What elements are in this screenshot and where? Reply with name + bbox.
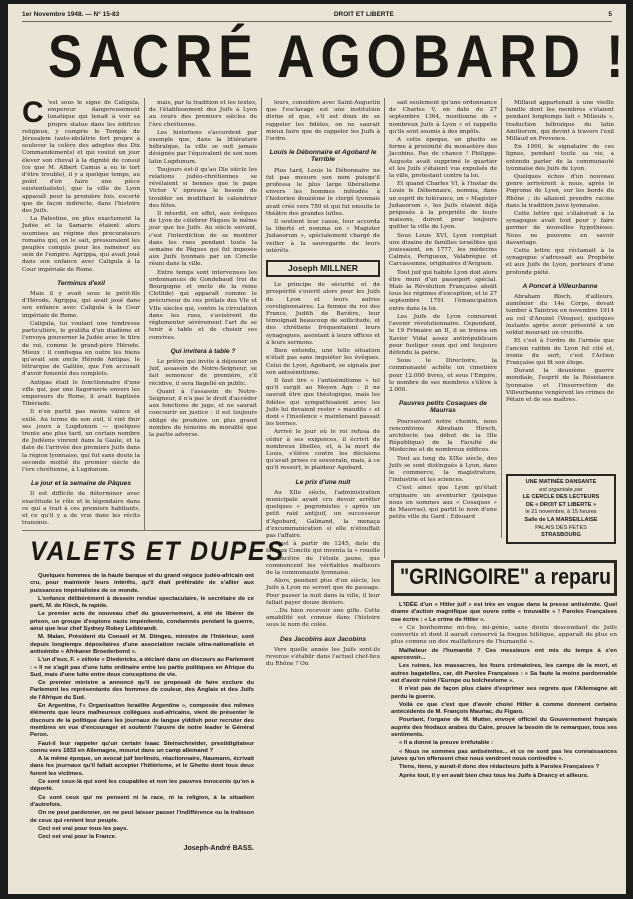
paragraph: Ce sont ceux-là qui sont les coupables et non les pauvres innocents qu'on a déporté. xyxy=(30,779,254,793)
subheading: Terminus d'exil xyxy=(57,279,105,287)
paragraph: Ceci est vrai pour tous les pays. xyxy=(38,825,129,832)
page-header xyxy=(22,8,612,22)
main-headline: SACRÉ AGOBARD ! xyxy=(48,23,630,90)
article-column-1 xyxy=(22,96,140,527)
paragraph: Les Juifs de Lyon connurent l'avenir révolutionnaire. Cependant, le 19 Frimaire an II, il se trouva un Xavier Vidal assez antirépublicain pour fustiger ceux qui ont toujours défendu la patrie. xyxy=(389,313,497,356)
paragraph: Quant à l'assassin de Notre-Seigneur, il n'a pas le droit d'accéder aux fonctions de juge, et ne saurait concourir en justice : il est toujours obligé de produire un plus grand nombre de témoins de moralité que la partie adverse. xyxy=(149,388,257,438)
paragraph: L'un d'eux, F. « zéliote » Diedericks, a déclaré dans un discours au Parlement : « Il ne s'agit pas d'une lutte ordinaire entre les partis politiques en Afrique du Sud, mais d'une lutte entre deux conceptions de vie. xyxy=(30,657,254,678)
paragraph: Il n'est pas de façon plus claire d'exprimer ses regrets que l'Allemagne ait perdu la guerre. xyxy=(391,686,617,700)
paragraph: Il interdit, en effet, aux évêques de Lyon de célébrer Pâques le même jour que les Juifs. Au siècle suivant, c'est l'interdiction de se montrer dans les rues pendant toute la semaine de Pâques qui fut imposée aux Juifs lyonnais par un Concile réuni dans la ville. xyxy=(149,211,257,268)
section-rule xyxy=(22,530,262,531)
paragraph: Le premier acte de nouveau chef du gouvernement, à été de libérer de prison, un groupe d'espions nazis impénitents, condamnés pendant la guerre, ainsi que leur chef Sydney Robey Leibbrandt. xyxy=(30,611,254,633)
paragraph: leurs, considère avec Saint-Augustin que l'esclavage est une institution divine et que, s'il est doux de se rappeler les fidèles, on ne saurait mieux faire que de rappeler les Juifs à l'ordre. xyxy=(266,100,380,143)
header-page-number: 5 xyxy=(608,11,612,18)
paragraph: Poursuivant notre chemin, nous rencontrons Abraham Hirsch, architecte (au début de la IIIe République) de la Faculté de Médecine et de nombreux édifices. xyxy=(389,418,497,454)
paragraph: Bien entendu, une telle situation n'était pas sans inquiéter les évêques. Celui de Lyon, Agobard, se signala par son antisémitisme. xyxy=(266,348,380,376)
subheading: Des Jacobins aux Jacobins xyxy=(279,635,367,643)
paragraph: Durant la deuxième guerre mondiale, l'esprit de la Résistance lyonnaise et l'insurrection de Villeurbanne vengèrent les crimes de Pétain et de ses maîtres. xyxy=(506,368,614,403)
notice-line: est organisée par xyxy=(539,486,583,493)
paragraph: Abraham Bloch, d'ailleurs, aumônier du 14e Corps, devait tomber à Taintrux en novembre 1914 au col d'Anozel (Vosges), quelques instants après avoir présenté à un soldat mourant un crucifix. xyxy=(506,294,614,337)
paragraph: Les ruines, les massacres, les fours crématoires, les camps de la mort, et autres bagatelles, car, dit Paroles Françaises : « Sa faute la moins pardonnable est d'avoir ruiné l'Europe ou bolchevisme ». xyxy=(391,663,617,684)
header-paper: DROIT ET LIBERTE xyxy=(333,11,394,18)
paragraph: Pourtant, l'organe de M. Mutter, envoyé officiel du Gouvernement français auprès des féodaux arabes du Caire, prouve la besoin de le remarquer, tous ses sentiments. xyxy=(391,717,617,739)
paragraph: Arrivé le jour où le roi refusa de céder à ses exigences, il écrivit de nombreux libelles, et, à la mort de Louis, s'élève contre les décisions qu'avait prises ce souverain, mais, à ce qu'il ressort, le plaideur Agobard. xyxy=(266,429,380,472)
paragraph: Alors, pendant plus d'un siècle, les Juifs à Lyon ne seront que de passage. Pour passer la nuit dans la ville, il leur fallait payer douze deniers. xyxy=(266,578,380,606)
paragraph: Il n'en partit pas moins vaincu et exilé. Au terme de son exil, il vint finir ses jours à Lugdunum — quelques trente ans plus tard, un certain nombre de Judéens vinrent dans la Gaule, et la date de l'arrivée des premiers Juifs dans la région lyonnaise, qui fut sans doute la seconde moitié du premier siècle de l'ère chrétienne, à Lugdunum. xyxy=(22,409,140,473)
paragraph: Ce sont ceux qui ne pensent ni la race, ni la religion, à la situation d'autrefois. xyxy=(30,794,254,808)
paragraph: ...Du bien recevoir une gifle. Cette amabilité est connue dans l'histoire sous le nom de colée. xyxy=(266,608,380,629)
paragraph: En 1900, le signataire de ces lignes, pendant toute sa vie, a entendu parler de la communauté lyonnaise des Juifs de Lyon. xyxy=(506,144,614,172)
paragraph: Et c'est à l'ordre de l'armée que l'ancien rabbin de Lyon fut cité et, ironie du sort, c'est l'Action Française qui fit son éloge. xyxy=(506,338,614,366)
article-column-5 xyxy=(506,100,614,468)
paragraph: En Argentine, l'« Organisation Israélite Argentine », composée des mêmes éléments que leurs malheureux collègues sud-africains, vient de présenter le discours de la politique dans les journaux de langue yiddish pour recruter des membres en vue d'encourager et soutenir l'œuvre de notre leader le Général Peron. xyxy=(30,703,254,739)
paragraph: Mais il y avait sous le petit-fils d'Hérode, Agrippa, qui avait joué dans son enfance avec Caligula à la Cour impériale de Rome. xyxy=(22,291,140,319)
notice-line: STRASBOURG xyxy=(541,532,581,539)
gringoire-headline: "GRINGOIRE" a reparu xyxy=(400,564,611,589)
paragraph: Ceci est vrai pour la France. xyxy=(38,834,117,841)
paragraph: Cette lettre qui réclamait à la synagogue s'adressait au Prophète et aux Juifs de Lyon, porteurs d'une profonde piété. xyxy=(506,248,614,276)
column-rule xyxy=(261,98,262,530)
paragraph: On ne peut pardonner, on ne peut laisser passer l'indifférence ou la trahison de ceux qui renient leur peuple. xyxy=(30,810,254,824)
byline: Joseph MILLNER xyxy=(288,263,358,274)
paragraph: Le principe de sécurité et de prospérité s'ouvrit alors pour les Juifs de Lyon et leurs autres coreligionnaires. La femme du roi des Francs, Judith de Bavière, leur témoignait beaucoup de sollicitude, et des chrétiens fréquentaient leurs synagogues, assistant à leurs offices et à leurs sermons. xyxy=(266,282,380,346)
paragraph: Il soutient leur cause, leur accorda la liberté et nomma un « Magister Judaeorum », spécialement chargé de veiller à la sauvegarde de leurs intérêts. xyxy=(266,219,380,254)
paragraph: M. Malan, Président du Conseil et M. Dönges, ministre de l'Intérieur, sont depuis longtemps dépositaires d'une association raciale ultra-nationaliste et antisémite « Afrikaner Broederbond ». xyxy=(30,634,254,655)
subheading: A Poncet à Villeurbanne xyxy=(522,282,598,290)
paragraph: Toujours est-il qu'au IXe siècle les relations judéo-chrétiennes se révélaient si bonnes que le pape Victor V éprouva le besoin de troubler en modifiant le calendrier des fêtes. xyxy=(149,166,257,209)
newspaper-page xyxy=(8,4,630,894)
subheading: Louis le Débonnaire et Agobard le Terrible xyxy=(269,149,377,164)
column-rule xyxy=(501,98,502,538)
paragraph: Voilà ce que c'est que d'avoir choisi Hitler à comme donnent certains antécédents de M. François Mauriac, du Figaro. xyxy=(391,701,617,716)
subheading: Qui invitera à table ? xyxy=(170,347,236,355)
paragraph: Le prêtre qui invite à déjeuner un Juif, assassin de Notre-Seigneur, se fait semoncer de première, s'il récidive, il sera flagellé en public. xyxy=(149,358,257,387)
paragraph: Millaud appartenait à une vieille famille dont les membres s'étaient pendant longtemps fait « Milieuls », traduction hébraïque du latin Amitiorum, qui devint à travers l'exil Millaud en Provence. xyxy=(506,100,614,143)
valets-headline: VALETS ET DUPES xyxy=(30,536,285,566)
notice-line: PALAIS DES FETES xyxy=(535,524,587,531)
paragraph: L'enfance délibérément à dessein rendue spectaculaire, le secrétaire de ce parti, M. de Kleck, fa rapide. xyxy=(30,595,254,610)
column-rule xyxy=(384,98,385,558)
notice-line: UNE MATINÉE DANSANTE xyxy=(525,479,597,485)
paragraph: Ce premier ministre a annoncé qu'il se proposait de faire exclure du Parlement les représentants des hommes de couleur, des Anglais et des Juifs de l'Afrique du Sud. xyxy=(30,680,254,701)
notice-line: LE CERCLE DES LECTEURS xyxy=(522,494,600,501)
gringoire-headline-wrap xyxy=(400,564,614,594)
paragraph: « Nous ne sommes pas antisémites... et ce ne sont pas les connaissances juives qu'on offensent chez nous vendront nous contredire ». xyxy=(391,748,617,762)
paragraph: Quelques échos d'un nouveau genre arrivèrent à nous, après le Pogrome de Lyon, sur les bords du Rhône ; ils allaient prendre racine dans la tradition juive lyonnaise. xyxy=(506,174,614,209)
paragraph: Au XIIe siècle, l'administration municipale ayant cru devoir arrêter quelques « pogromistes » après un petit raid antijuif, un successeur d'Agobard, Galinand, la menaça d'excommunication si elle n'étouffait pas l'affaire. xyxy=(266,489,380,539)
paragraph: Cette lettre qui s'élaborait à la synagogue avait tout pour y faire germer de nouvelles hypothèses. Nous ne pouvons en savoir davantage. xyxy=(506,211,614,246)
notice-line: DE « DROIT ET LIBERTE » xyxy=(525,501,597,508)
paragraph: Après tout, il y en avait bien chez tous les Juifs à Drancy et ailleurs. xyxy=(399,772,589,779)
paragraph: Il est difficile de déterminer avec exactitude le rôle et le légendaire dans ce qui a trait à ces premiers habitants, et ce qu'il y a de vrai dans les récits transmis. xyxy=(22,491,140,527)
paragraph: Vers quelle année les Juifs sont-ils revenus s'établir dans l'actuel chef-lieu du Rhône ? On xyxy=(266,646,380,668)
subheading: Le prix d'une nuit xyxy=(295,478,351,486)
paragraph: Tout juif qui habite Lyon doit alors être muni d'un passeport spécial. Mais la Révolution Française abolit tous les régimes d'exception, et le 27 septembre 1791 l'émancipation entre dans la loi. xyxy=(389,269,497,312)
gringoire-article xyxy=(391,602,617,890)
signature: Joseph-André BASS. xyxy=(183,845,254,853)
paragraph: Sous Louis XVI, Lyon comptait une dizaine de familles israélites qui jouissaient, en 1777, les médecins Calmès, Perigueux, Valabrègue et Carcassonne, originaires d'Avignon. xyxy=(389,232,497,268)
paragraph: A cette époque, un ghetto se forme à proximité du monastère des Jacobins. Pas de chance ! Philippe-Auguste avait supprimé le quartier et les Juifs s'étaient vus expulsés de la ville, protestant contre la loi. xyxy=(389,137,497,180)
column-rule xyxy=(144,98,145,530)
paragraph: L'IDÉE d'un « Hitler juif » est très en vogue dans la presse antisémite. Quel drame d'action magnifique que ouvre cette « trouvaille » ! Paroles Françaises ose écrire : « Le crime de Hitler ». xyxy=(391,602,617,623)
subheading: Le jour et la semaine de Pâques xyxy=(30,480,132,488)
paragraph: Tiens, tiens, y aurait-il donc des rédacteurs juifs à Paroles Françaises ? xyxy=(399,764,600,771)
dropcap: C xyxy=(22,96,44,129)
paragraph: « Il a donné la preuve irréfutable : xyxy=(399,740,493,747)
paragraph: Et quand Charles VI, à l'instar de Louis le Débonnaire, nomma, dans un esprit de tolérance, un « Magister Judaeorum », les Juifs étaient déjà préposés à la propriété de leurs maisons, durent pour toujours quitter la ville de Lyon. xyxy=(389,181,497,231)
header-date: 1er Novembre 1948. — N° 15-83 xyxy=(22,11,120,18)
paragraph: Malfaiteur de l'humanité ? Ces messieurs ont mis du temps à s'en apercevoir... xyxy=(391,647,617,662)
paragraph: C'est ainsi que Lyon qu'était originaire un aventurier (puisque nous en sommes aux « Cosaques » de Maurras), qui partit le nom d'une petite ville du Gard : Edouard xyxy=(389,485,497,521)
paragraph: « Ce bonhomme mi-fou, mi-génie, sans doute descendant de Juifs convertis et dont il aurait conservé la fougue biblique, apparaît de plus en plus comme un des malfaiteurs de l'humanité ». xyxy=(391,624,617,646)
paragraph: La Palestine, on plus exactement la Judée et la Samarie étaient alors soumises au régime des procurateurs romains qui, on le sait, pressuraient les peuples conquis pour les ramener au sein de l'empire. Agrippa, qui avait joué dans son enfance avec Caligula à la Cour impériale de Rome. xyxy=(22,216,140,273)
byline-box xyxy=(266,260,380,277)
article-column-3 xyxy=(266,100,380,890)
paragraph: Quelques hommes de la haute banque et du grand négoce judéo-africain ont cru, pour maintenir leurs intérêts, qu'il était préférable de s'allier aux puissances impérialistes de ce monde. xyxy=(30,573,254,594)
subheading: Pauvres petits Cosaques de Maurras xyxy=(399,400,487,415)
article-column-4 xyxy=(389,100,497,540)
paragraph: 'est sous le signe de Caligula, empereur dangereusement lunatique qui tenait à voir sa propre statue dans les édifices religieux, y compris le Temple de Jérusalem (auto-idolâtrie fort propre à soulever la colère des adeptes des Dix Commandements) et qui voulut un jour élever son cheval à la dignité de consul (ce que M. Albert Camus a eu le tort d'être trouble), il y a quelque temps, au point d'en faire une pièce existentialiste), que la ville de Lyon apparaît pour la première fois, escorté que de façon indirecte, dans l'histoire des Juifs. xyxy=(22,100,140,215)
paragraph: A la même époque, un avocat juif berlinois, réactionnaire, Naumann, écrivait dans les journaux qu'il fallait accepter l'hitlérisme, et le Ghetto dont tous deux furent les victimes. xyxy=(30,756,254,777)
event-notice xyxy=(506,474,616,544)
paragraph: mais, par la tradition et les textes, de l'établissement des Juifs à Lyon au cours des premiers siècles de l'ère chrétienne. xyxy=(149,100,257,128)
paragraph: Les historiens s'accordent par exemple que, dans la littérature hébraïque, la ville se soit jamais désignée par l'équivalent de son nom latin Lugdunum. xyxy=(149,129,257,165)
article-column-2 xyxy=(149,100,257,526)
paragraph: Caligula, lui voulant une tendresse particulière, le gratifia d'un diadème et l'envoya gouverner la Judée avec le titre de roi, comme le grand-père Hérode. Mieux : il confisqua en outre les biens qu'avait son oncle Hérode Antipas, le tétrarque de Galilée, que l'on accusait d'avoir fomenté des complots. xyxy=(22,320,140,378)
paragraph: Il faut lire « l'antisémitisme » tel qu'il surgit au Moyen Age : il ne saurait être que théologique, mais les fidèles qui sympathisaient avec les Juifs lui devaient rester « maudits » et dont « l'insolence » maintenant passait les bornes. xyxy=(266,377,380,428)
paragraph: Entre temps sont intervenues les ordonnances de Gondebaud (roi de Bourgogne et oncle de la reine Clotilde) qui apparaît comme le précurseur de ces prélats des VIe et VIIe siècles qui, contre la circulation dans les rues, s'avisèrent de réglementer sévèrement l'art de se tenir à table et de choisir ses convives. xyxy=(149,269,257,341)
paragraph: Faut-il leur rappeler qu'un certain Isaac Steinschneider, prestidigitateur connu vers 1933 en Allemagne, mourut dans un camp allemand ? xyxy=(30,740,254,754)
valets-body xyxy=(30,573,254,841)
notice-line: Salle de LA MARSEILLAISE xyxy=(524,516,598,523)
paragraph: C'est à partir de 1245, date du fameux Concile qui inventa la « rouelle », ancêtre de l'étoile jaune, que commencent les véritables malheurs de la communauté lyonnaise. xyxy=(266,541,380,576)
notice-line: le 21 novembre, à 15 heures xyxy=(525,509,597,516)
valets-article xyxy=(30,536,285,888)
paragraph: sait seulement qu'une ordonnance de Charles V, en date du 27 septembre 1364, mentionne de « nombreux Juifs à Lyon » et rappelle qu'ils sont soumis à des impôts. xyxy=(389,100,497,135)
paragraph: Antipas était le fonctionnaire d'une ville qui, par une flagornerie envers les empereurs de Rome, il avait baptisée Tibériade. xyxy=(22,379,140,408)
paragraph: Tout au long du XIXe siècle, des Juifs se sont distingués à Lyon, dans le commerce, la magistrature, l'industrie et les sciences. xyxy=(389,455,497,484)
paragraph: Plus tard, Louis le Débonnaire ne fut pas mesure son nom puisqu'il professa le plus large libéralisme envers les hommes inféodés à l'historien douzième le clergé lyonnais avait créé vers 750 et qui fut ensuite le théâtre des grandes luttes. xyxy=(266,167,380,217)
paragraph: Sous le Directoire, la communauté achète un cimetière pour 12.000 livres, et sous l'Empire, le nombre de ses membres s'élève à 2.000. xyxy=(389,358,497,393)
